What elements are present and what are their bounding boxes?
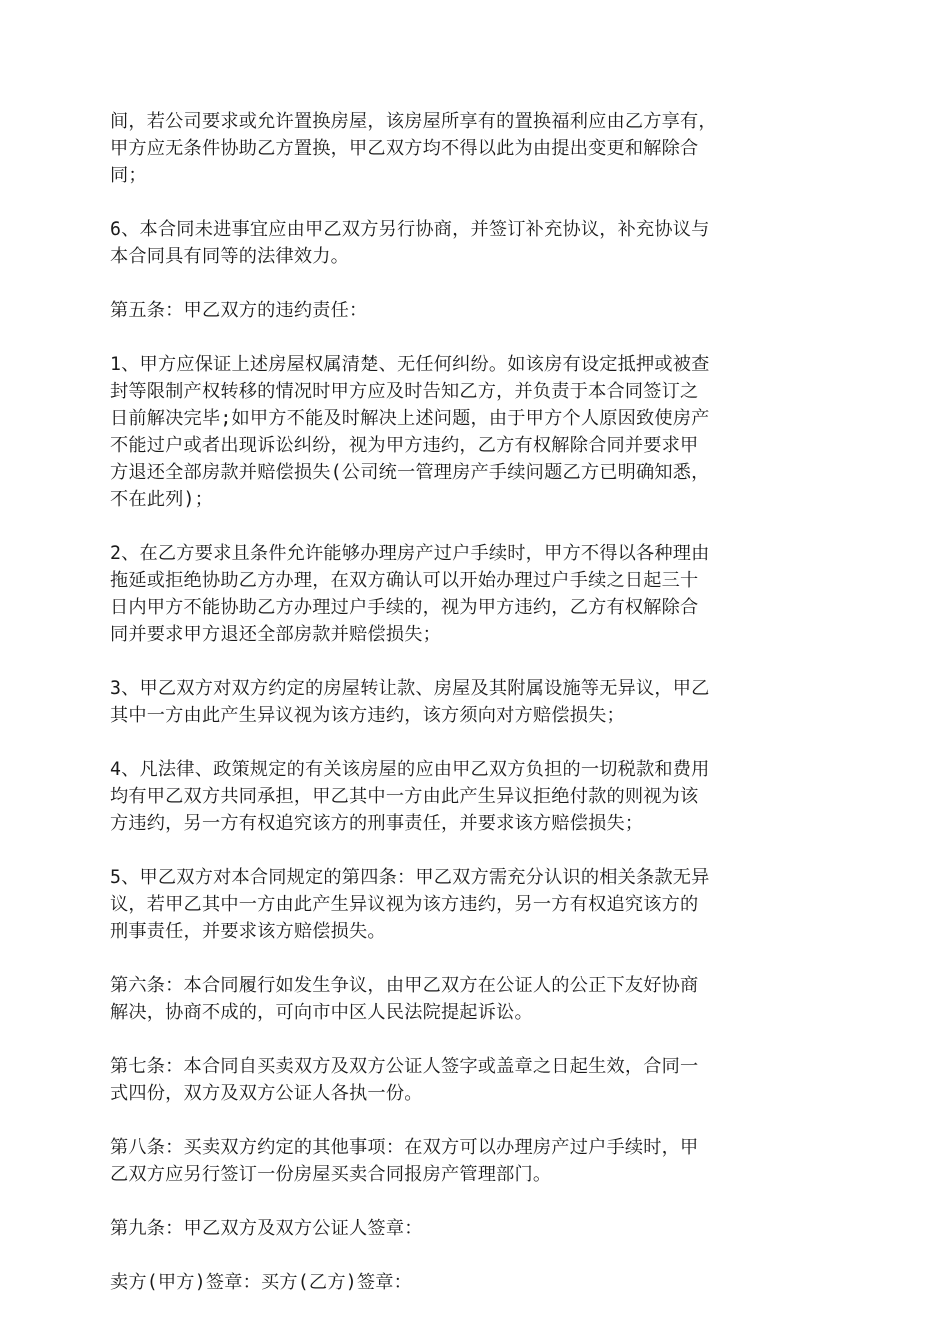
paragraph-article-6: 第六条：本合同履行如发生争议，由甲乙双方在公证人的公正下友好协商 解决，协商不成的，可向市中区人民法院提起诉讼。 bbox=[110, 975, 699, 1023]
paragraph-article-8: 第八条：买卖双方约定的其他事项：在双方可以办理房产过户手续时，甲 乙双方应另行签订一份房屋买卖合同报房产管理部门。 bbox=[110, 1137, 699, 1185]
paragraph-breach-2: 2、在乙方要求且条件允许能够办理房产过户手续时，甲方不得以各种理由 拖延或拒绝协助乙方办理，在双方确认可以开始办理过户手续之日起三十 日内甲方不能协助乙方办理过户手续的，视为甲方违约，乙方有权解除合 同并要求甲方退还全部房款并赔偿损失； bbox=[110, 543, 710, 645]
paragraph-breach-4: 4、凡法律、政策规定的有关该房屋的应由甲乙双方负担的一切税款和费用 均有甲乙双方共同承担，甲乙其中一方由此产生异议拒绝付款的则视为该 方违约，另一方有权追究该方的刑事责任，并要求该方赔偿损失； bbox=[110, 759, 710, 834]
paragraph-breach-5: 5、甲乙双方对本合同规定的第四条：甲乙双方需充分认识的相关条款无异 议，若甲乙其中一方由此产生异议视为该方违约，另一方有权追究该方的 刑事责任，并要求该方赔偿损失。 bbox=[110, 867, 710, 942]
paragraph-breach-3: 3、甲乙双方对双方约定的房屋转让款、房屋及其附属设施等无异议，甲乙 其中一方由此产生异议视为该方违约，该方须向对方赔偿损失； bbox=[110, 678, 710, 726]
heading-article-9: 第九条：甲乙双方及双方公证人签章： bbox=[110, 1218, 423, 1239]
document-body bbox=[110, 108, 845, 1323]
paragraph-article-7: 第七条：本合同自买卖双方及双方公证人签字或盖章之日起生效，合同一 式四份，双方及双方公证人各执一份。 bbox=[110, 1056, 699, 1104]
paragraph-replacement-clause: 间，若公司要求或允许置换房屋，该房屋所享有的置换福利应由乙方享有， 甲方应无条件协助乙方置换，甲乙双方均不得以此为由提出变更和解除合 同； bbox=[110, 111, 717, 186]
heading-article-5: 第五条：甲乙双方的违约责任： bbox=[110, 300, 368, 321]
signature-line: 卖方(甲方)签章：买方(乙方)签章： bbox=[110, 1272, 413, 1293]
paragraph-clause-6: 6、本合同未进事宜应由甲乙双方另行协商，并签订补充协议，补充协议与 本合同具有同等的法律效力。 bbox=[110, 219, 710, 267]
paragraph-breach-1: 1、甲方应保证上述房屋权属清楚、无任何纠纷。如该房有设定抵押或被查 封等限制产权转移的情况时甲方应及时告知乙方，并负责于本合同签订之 日前解决完毕;如甲方不能及时解决上述问题，由于甲方个人原因致使房产 不能过户或者出现诉讼纠纷，视为甲方违约，乙方有权解除合同并要求甲 方退还全部房款并赔偿损失(公司统一管理房产手续问题乙方已明确知悉， 不在此列)； bbox=[110, 354, 710, 510]
